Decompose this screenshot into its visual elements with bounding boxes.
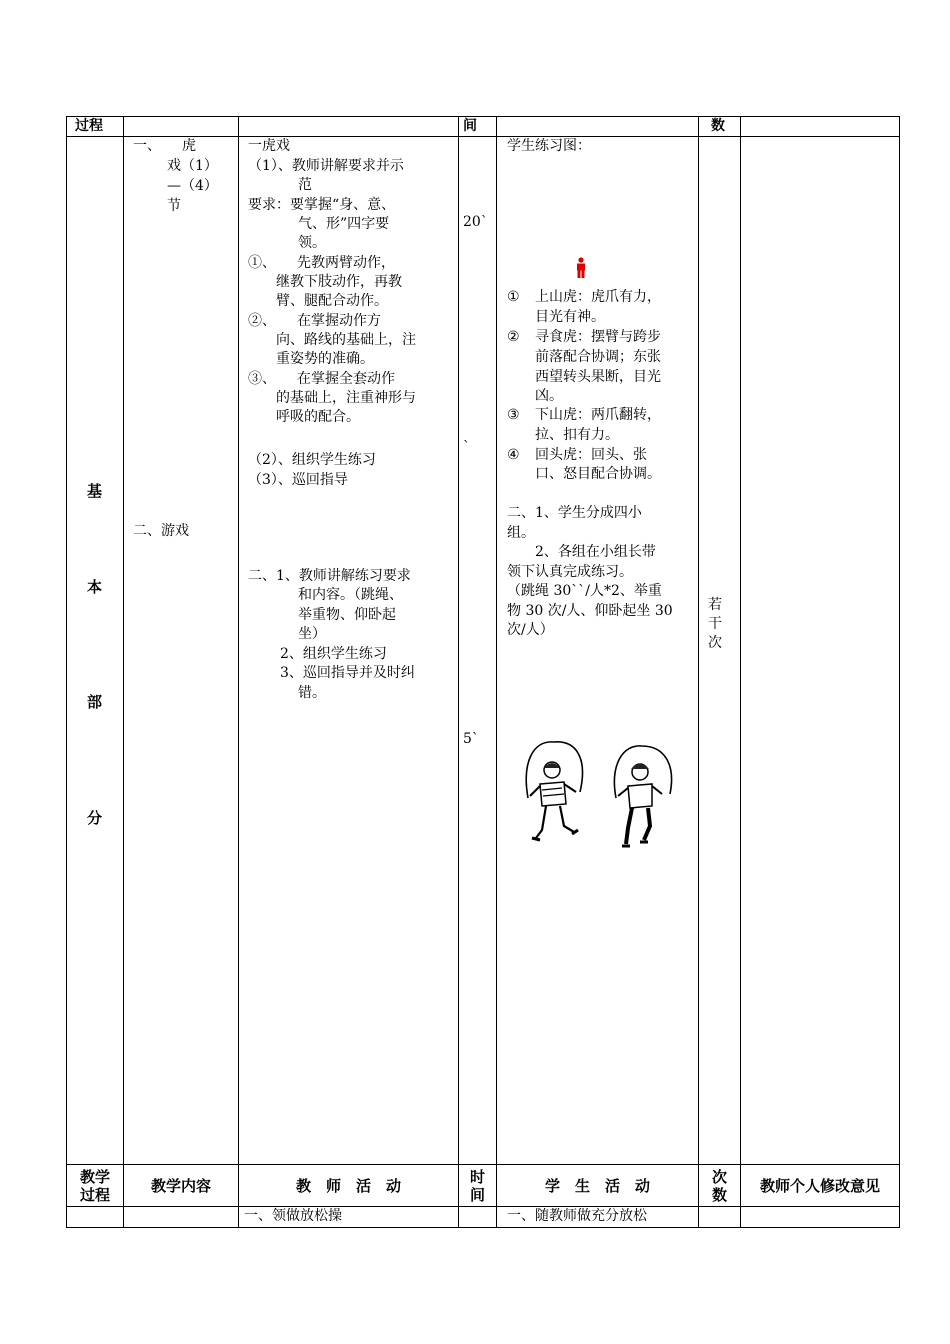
table-rule bbox=[238, 116, 239, 1228]
figure-icon bbox=[575, 257, 587, 279]
section-char: 分 bbox=[87, 809, 103, 827]
teacher-line: ③、 在掌握全套动作 bbox=[248, 371, 395, 387]
table-rule bbox=[123, 116, 124, 1228]
teacher-line: 气、形”四字要 bbox=[298, 216, 390, 232]
list-line: 上山虎：虎爪有力， bbox=[535, 289, 661, 305]
teacher-line: 要求：要掌握“身、意、 bbox=[248, 197, 396, 213]
content-line: —（4） bbox=[167, 178, 218, 194]
list-marker: ③ bbox=[507, 407, 520, 423]
header-time bbox=[459, 1165, 496, 1206]
table-rule bbox=[496, 116, 497, 1228]
header-student-activity: 学 生 活 动 bbox=[544, 1176, 650, 1195]
student-title: 学生练习图： bbox=[507, 138, 591, 154]
last-row-teacher: 一、领做放松操 bbox=[244, 1208, 342, 1224]
list-line: 寻食虎：摆臂与跨步 bbox=[535, 329, 661, 345]
section-char: 基 bbox=[87, 482, 103, 500]
student-line: 组。 bbox=[507, 525, 535, 541]
content-line: 节 bbox=[167, 198, 181, 214]
teacher-line: 呼吸的配合。 bbox=[276, 409, 360, 425]
student-line: 2、各组在小组长带 bbox=[507, 544, 656, 560]
list-line: 凶。 bbox=[535, 388, 563, 404]
teacher-line: ②、 在掌握动作方 bbox=[248, 313, 381, 329]
table-rule bbox=[66, 116, 67, 1228]
student-line: （跳绳 30``/人*2、举重 bbox=[507, 583, 662, 599]
teacher-line: 重姿势的准确。 bbox=[276, 351, 374, 367]
content-line: 一、 虎 bbox=[133, 138, 196, 154]
student-line: 二、1、学生分成四小 bbox=[507, 505, 642, 521]
header-text: 数 bbox=[711, 1185, 727, 1204]
header-text: 过程 bbox=[79, 1185, 110, 1204]
section-char: 本 bbox=[87, 578, 103, 596]
section-char: 部 bbox=[87, 693, 103, 711]
header-text: 教学 bbox=[79, 1167, 110, 1186]
header-count bbox=[699, 1165, 740, 1206]
teacher-line: 坐） bbox=[298, 626, 326, 642]
lesson-plan-table bbox=[66, 116, 900, 1228]
content-item-game: 二、游戏 bbox=[133, 523, 189, 539]
table-rule bbox=[458, 116, 459, 1228]
student-line: 次/人） bbox=[507, 622, 554, 638]
teacher-line: 臂、腿配合动作。 bbox=[276, 293, 388, 309]
header-text: 时 bbox=[469, 1167, 485, 1186]
table-rule bbox=[899, 116, 900, 1228]
teacher-line: 错。 bbox=[298, 685, 326, 701]
list-line: 回头虎：回头、张 bbox=[535, 447, 647, 463]
time-tiger: 20` bbox=[463, 214, 488, 230]
content-line: 戏（1） bbox=[167, 158, 218, 174]
teacher-line: （3）、巡回指导 bbox=[248, 472, 348, 488]
count-char: 若 bbox=[708, 597, 722, 613]
table-rule bbox=[740, 116, 741, 1228]
student-line: 领下认真完成练习。 bbox=[507, 564, 633, 580]
count-char: 干 bbox=[708, 616, 722, 632]
table-rule bbox=[66, 116, 900, 117]
time-tick: ` bbox=[463, 439, 470, 455]
teacher-line: 一虎戏 bbox=[248, 138, 290, 154]
header-text: 间 bbox=[469, 1185, 485, 1204]
header-time: 间 bbox=[463, 118, 477, 134]
teacher-line: （2）、组织学生练习 bbox=[248, 452, 376, 468]
header-teaching-process bbox=[67, 1165, 123, 1206]
table-rule bbox=[66, 1227, 900, 1228]
header-teacher-activity: 教 师 活 动 bbox=[295, 1176, 401, 1195]
table-rule bbox=[698, 116, 699, 1228]
teacher-line: 2、组织学生练习 bbox=[280, 646, 387, 662]
list-line: 口、怒目配合协调。 bbox=[535, 466, 661, 482]
list-line: 前落配合协调；东张 bbox=[535, 349, 661, 365]
count-char: 次 bbox=[708, 635, 722, 651]
teacher-line: 向、路线的基础上，注 bbox=[276, 332, 416, 348]
header-process: 过程 bbox=[75, 118, 103, 134]
teacher-line: 和内容。（跳绳、 bbox=[298, 587, 403, 603]
teacher-line: （1）、教师讲解要求并示 bbox=[248, 158, 404, 174]
jump-rope-illustration bbox=[518, 734, 602, 854]
list-marker: ② bbox=[507, 329, 520, 345]
teacher-line: 范 bbox=[298, 177, 312, 193]
time-game: 5` bbox=[463, 731, 479, 747]
last-row-student: 一、随教师做充分放松 bbox=[507, 1208, 647, 1224]
header-teaching-content: 教学内容 bbox=[150, 1176, 211, 1195]
teacher-line: 二、1、教师讲解练习要求 bbox=[248, 568, 411, 584]
jump-rope-illustration bbox=[604, 742, 680, 856]
teacher-line: 继教下肢动作，再教 bbox=[276, 274, 402, 290]
list-marker: ① bbox=[507, 289, 520, 305]
teacher-line: 3、巡回指导并及时纠 bbox=[280, 665, 415, 681]
list-line: 下山虎：两爪翻转， bbox=[535, 407, 661, 423]
list-line: 拉、扣有力。 bbox=[535, 427, 619, 443]
list-line: 目光有神。 bbox=[535, 309, 605, 325]
teacher-line: 领。 bbox=[298, 235, 326, 251]
list-marker: ④ bbox=[507, 447, 520, 463]
header-teacher-opinion: 教师个人修改意见 bbox=[759, 1176, 880, 1195]
teacher-line: ①、 先教两臂动作， bbox=[248, 255, 395, 271]
teacher-line: 的基础上，注重神形与 bbox=[276, 390, 416, 406]
student-line: 物 30 次/人、仰卧起坐 30 bbox=[507, 603, 673, 619]
table-rule bbox=[66, 1206, 900, 1207]
list-line: 西望转头果断，目光 bbox=[535, 369, 661, 385]
header-count: 数 bbox=[711, 118, 725, 134]
teacher-line: 举重物、仰卧起 bbox=[298, 607, 396, 623]
header-text: 次 bbox=[711, 1167, 727, 1186]
